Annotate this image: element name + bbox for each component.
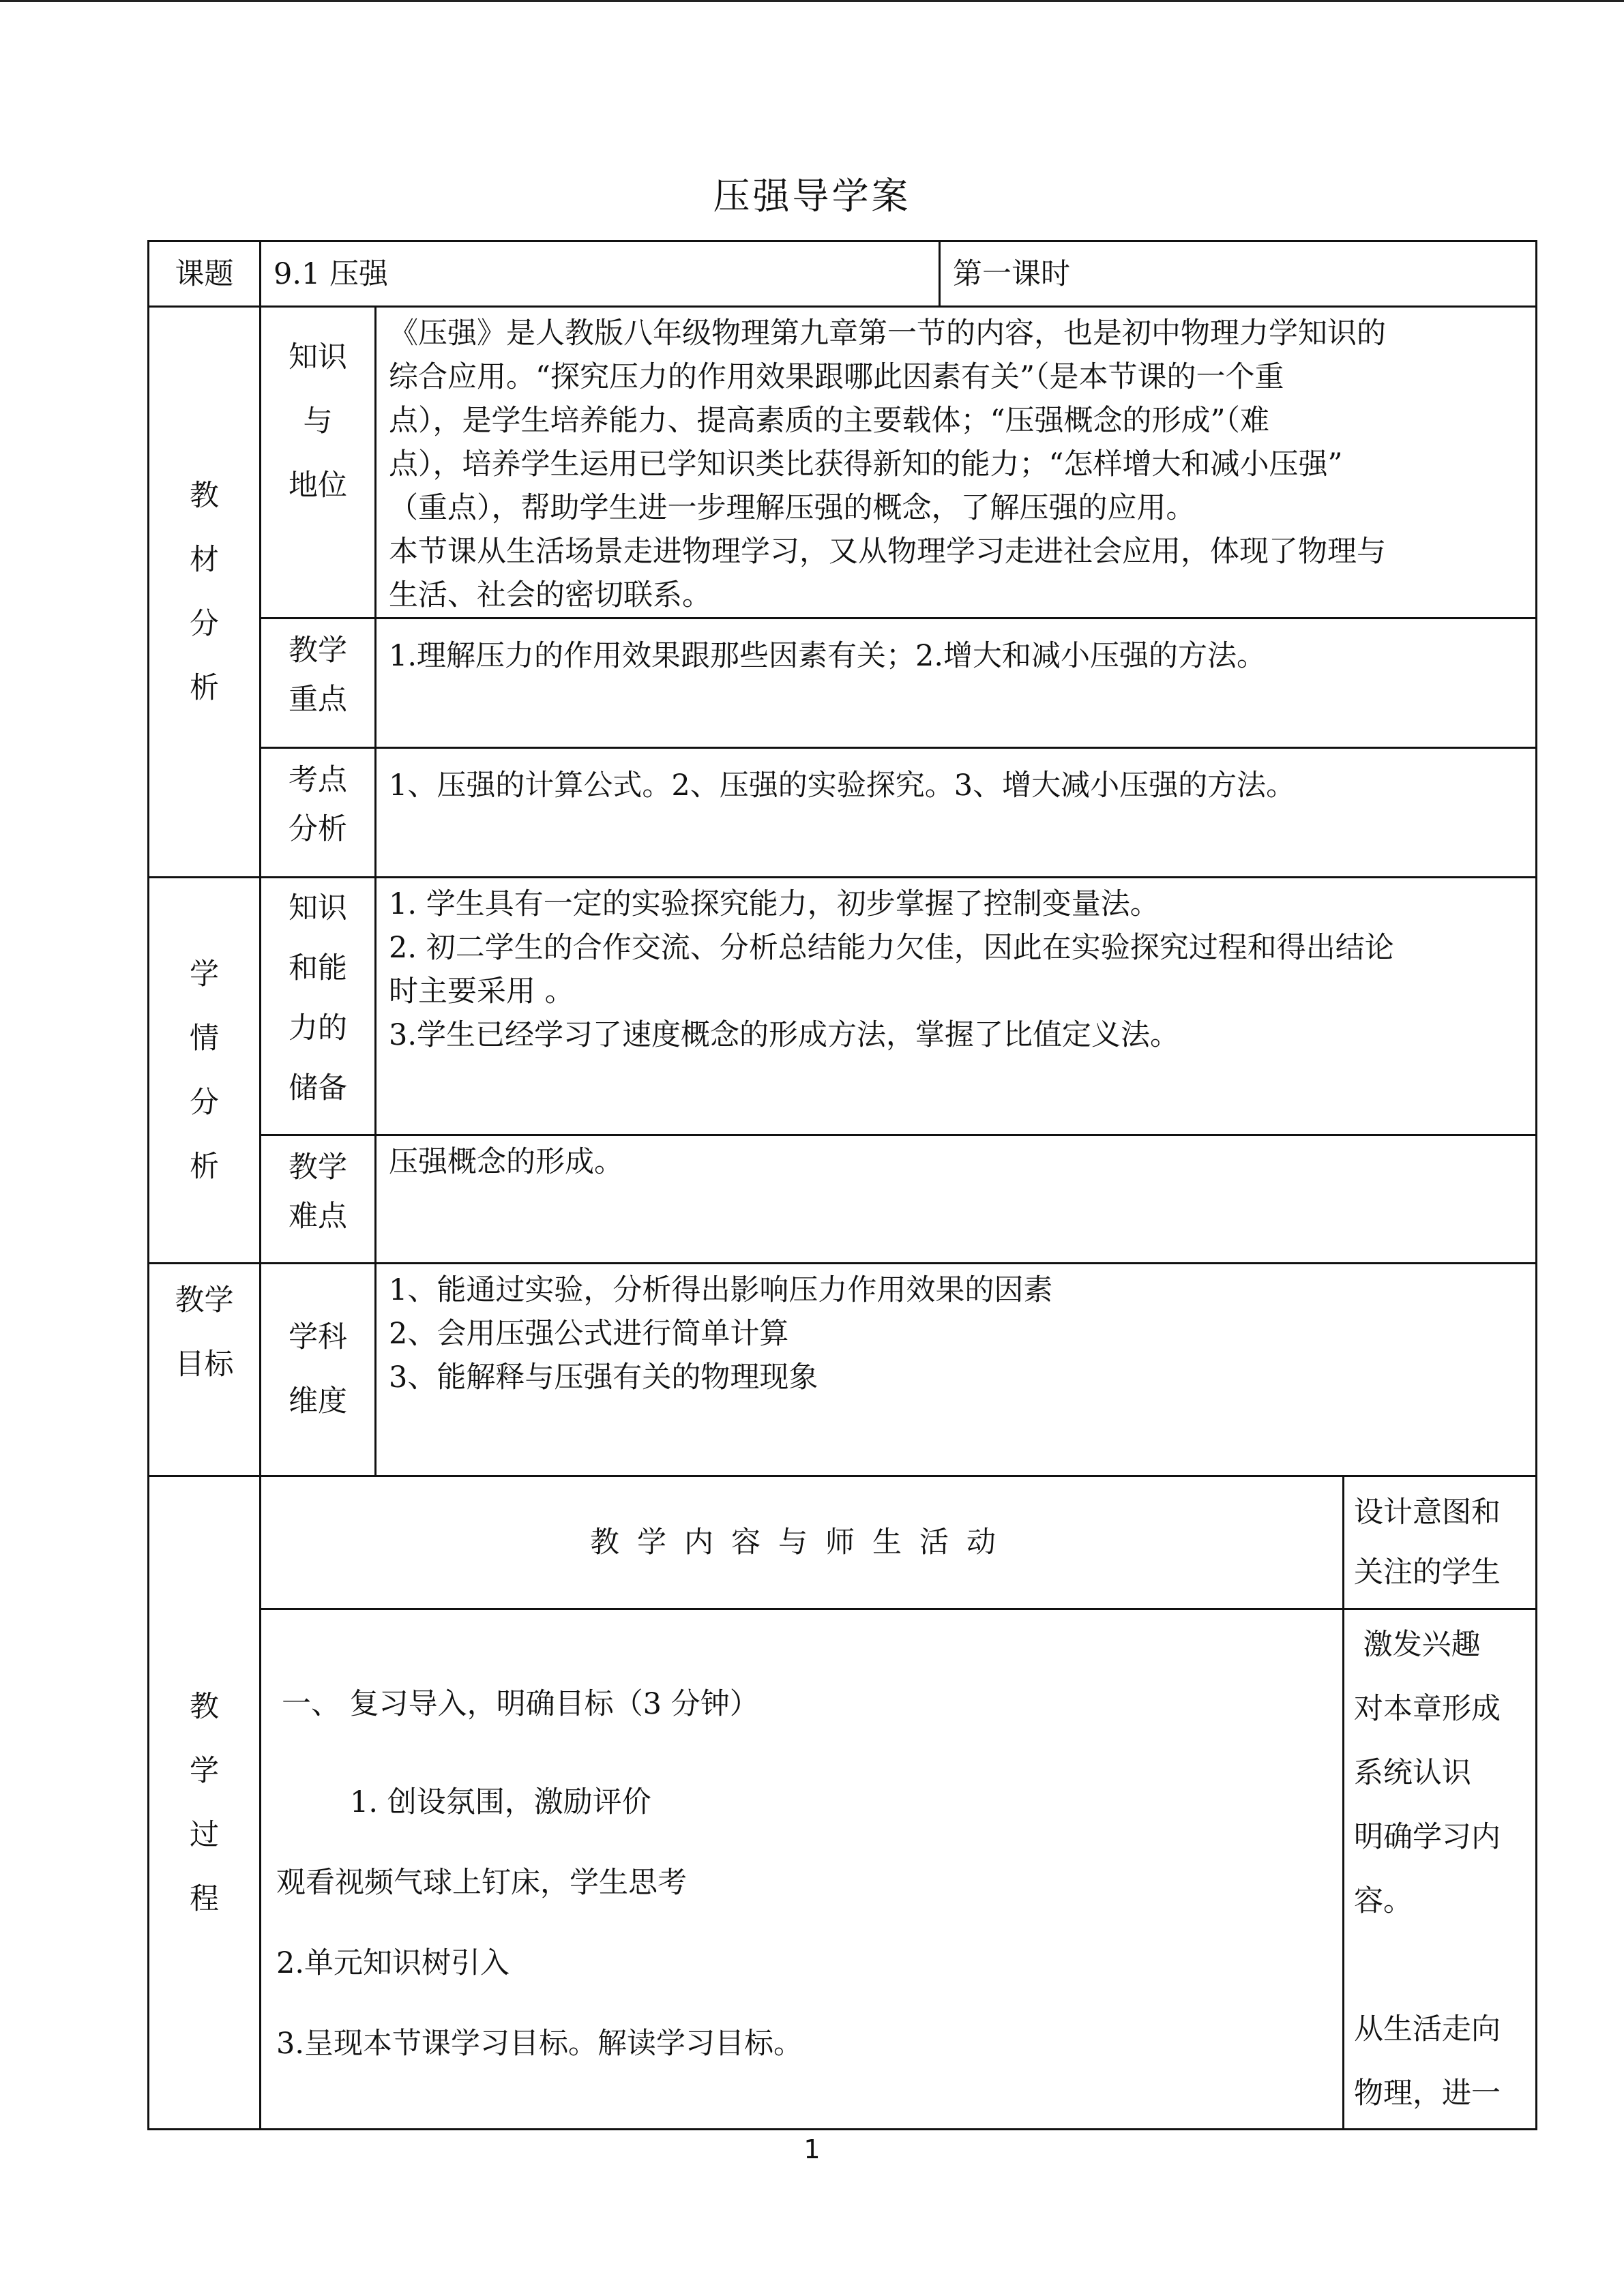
process-step: 3.呈现本节课学习目标。解读学习目标。 [276, 2027, 803, 2061]
design-note-line: 系统认识 [1354, 1756, 1471, 1790]
student-label-char: 分 [190, 1085, 219, 1120]
label-line: 教学 [175, 1283, 234, 1317]
text-line: 2. 初二学生的合作交流、分析总结能力欠佳，因此在实验探究过程和得出结论 [389, 931, 1394, 965]
label-line: 教学 [289, 1150, 347, 1184]
teaching-goals-list [376, 1264, 1537, 1476]
text-line: 生活、社会的密切联系。 [389, 578, 711, 612]
text-line: 综合应用。“探究压力的作用效果跟哪此因素有关”（是本节课的一个重 [389, 360, 1284, 394]
process-step: 2.单元知识树引入 [276, 1946, 510, 1980]
teaching-goals-label [149, 1264, 261, 1476]
design-note-line: 激发兴趣 [1354, 1628, 1481, 1662]
design-note-line [1354, 1933, 1526, 1997]
text-line: 3.学生已经学习了速度概念的形成方法，掌握了比值定义法。 [389, 1018, 1180, 1052]
process-step: 1. 创设氛围，激励评价 [350, 1785, 651, 1819]
period-text: 第一课时 [953, 256, 1070, 291]
key-points-label [261, 618, 376, 748]
ability-reserve-label [261, 878, 376, 1135]
design-note-line: 对本章形成 [1354, 1692, 1501, 1726]
student-label-char: 学 [190, 957, 219, 992]
design-notes [1344, 1609, 1537, 2130]
student-label-char: 情 [190, 1021, 219, 1056]
label-line: 知识 [289, 340, 347, 374]
topic-label-cell [149, 241, 261, 307]
label-line: 教学 [289, 633, 347, 668]
material-label-char: 教 [190, 479, 219, 513]
label-line: 知识 [289, 891, 347, 925]
ability-reserve-text [376, 878, 1537, 1135]
student-analysis-label [149, 878, 261, 1264]
process-label-char: 学 [190, 1753, 219, 1788]
exam-points-label [261, 748, 376, 878]
label-line: 与 [303, 404, 333, 438]
design-note-line: 容。 [1354, 1884, 1413, 1918]
text-line: （重点），帮助学生进一步理解压强的概念，了解压强的应用。 [389, 491, 1196, 525]
topic-value: 9.1 压强 [274, 256, 389, 291]
process-label-char: 教 [190, 1689, 219, 1724]
header-line: 关注的学生 [1354, 1555, 1501, 1590]
page-number: 1 [803, 2134, 821, 2164]
goal-dimension-label [261, 1264, 376, 1476]
text-line: 点），培养学生运用已学知识类比获得新知的能力；“怎样增大和减小压强” [389, 447, 1343, 481]
text-line: 本节课从生活场景走进物理学习，又从物理学习走进社会应用，体现了物理与 [389, 535, 1386, 569]
period-cell [940, 241, 1537, 307]
design-note-line: 从生活走向 [1354, 2012, 1501, 2046]
topic-value-cell [261, 241, 940, 307]
header-line: 设计意图和 [1354, 1495, 1501, 1530]
topic-label: 课题 [175, 256, 234, 291]
material-analysis-label [149, 307, 261, 878]
process-content [261, 1609, 1344, 2130]
label-line: 考点 [289, 763, 347, 797]
text-line: 《压强》是人教版八年级物理第九章第一节的内容，也是初中物理力学知识的 [389, 316, 1386, 351]
goal-item: 3、能解释与压强有关的物理现象 [389, 1360, 818, 1395]
material-label-char: 分 [190, 607, 219, 641]
label-line: 地位 [289, 468, 347, 503]
content-header: 教学内容与师生活动 [261, 1476, 1344, 1609]
knowledge-position-label [261, 307, 376, 618]
design-note-line: 物理，进一 [1354, 2076, 1501, 2111]
label-line: 分析 [289, 812, 347, 846]
difficulty-text: 压强概念的形成。 [376, 1135, 1537, 1264]
knowledge-position-text [376, 307, 1537, 618]
material-label-char: 材 [190, 543, 219, 577]
goal-item: 2、会用压强公式进行简单计算 [389, 1317, 789, 1351]
student-label-char: 析 [190, 1149, 219, 1184]
text-line: 1. 学生具有一定的实验探究能力，初步掌握了控制变量法。 [389, 887, 1160, 921]
goal-item: 1、能通过实验，分析得出影响压力作用效果的因素 [389, 1273, 1053, 1307]
label-line: 和能 [289, 951, 347, 985]
label-line: 储备 [289, 1071, 347, 1105]
text-line: 时主要采用 。 [389, 974, 574, 1009]
teaching-process-label [149, 1476, 261, 2130]
design-note-line: 明确学习内 [1354, 1820, 1501, 1854]
label-line: 维度 [289, 1384, 347, 1418]
difficulty-label [261, 1135, 376, 1264]
lesson-plan-table [147, 240, 1537, 2130]
exam-points-text: 1、压强的计算公式。2、压强的实验探究。3、增大减小压强的方法。 [376, 748, 1537, 878]
key-points-text: 1.理解压力的作用效果跟那些因素有关；2.增大和减小压强的方法。 [376, 618, 1537, 748]
process-label-char: 过 [190, 1817, 219, 1852]
label-line: 力的 [289, 1011, 347, 1045]
label-line: 目标 [175, 1347, 234, 1382]
design-intent-header [1344, 1476, 1537, 1609]
label-line: 学科 [289, 1320, 347, 1354]
label-line: 难点 [289, 1199, 347, 1234]
process-step: 观看视频气球上钉床，学生思考 [276, 1866, 687, 1900]
label-line: 重点 [289, 683, 347, 717]
document-title: 压强导学案 [713, 175, 911, 218]
text-line: 点），是学生培养能力、提高素质的主要载体；“压强概念的形成”（难 [389, 404, 1269, 438]
material-label-char: 析 [190, 671, 219, 705]
section-title: 一、 复习导入，明确目标（3 分钟） [282, 1687, 759, 1721]
process-label-char: 程 [190, 1881, 219, 1916]
top-border-line [0, 0, 1624, 2]
